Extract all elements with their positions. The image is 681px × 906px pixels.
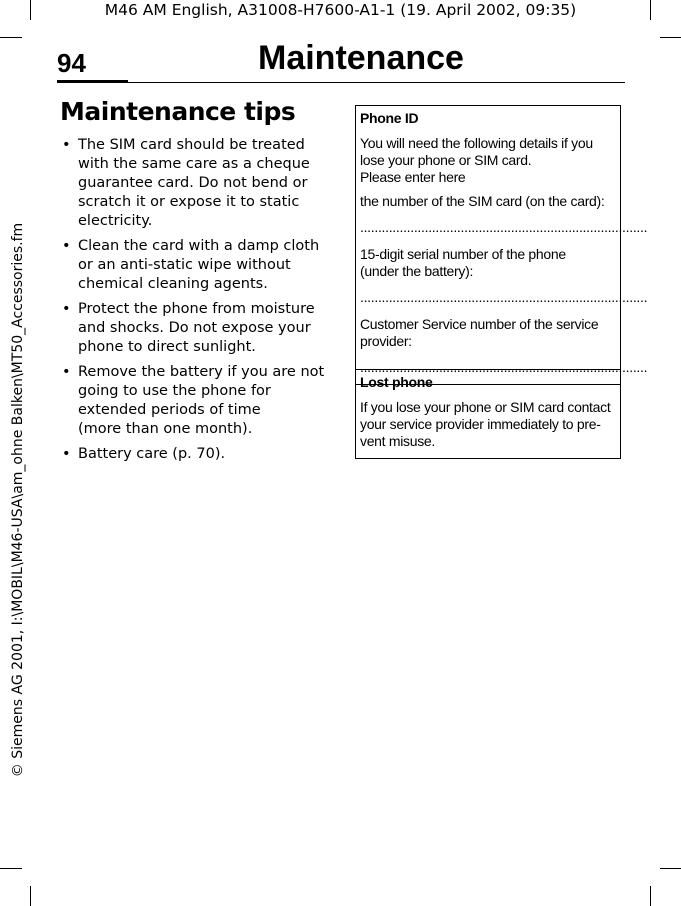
list-item: • Protect the phone from moisture and shocks. Do not expose your phone to direct sunlight. [60,300,328,357]
page-heading: Maintenance [258,39,464,77]
list-item: • The SIM card should be treated with the same care as a cheque guarantee card. Do not bend or scratch it or expose it to static electricity. [60,136,328,231]
serial-number-field: ................................................................................ [360,289,648,305]
crop-mark [30,886,31,906]
page-number: 94 [57,48,86,78]
lost-phone-text: If you lose your phone or SIM card contact your service provider immediately to pre- vent misuse. [360,399,611,449]
list-item: • Clean the card with a damp cloth or an anti-static wipe without chemical cleaning agents. [60,237,328,294]
crop-mark [0,37,22,38]
sim-number-label: the number of the SIM card (on the card): [360,193,605,209]
crop-mark [0,868,22,869]
service-number-label: Customer Service number of the service provider: [360,316,599,349]
side-copyright: © Siemens AG 2001, I:\MOBIL\M46-USA\am_ohne Balken\MT50_Accessories.fm [10,222,26,778]
tips-list [60,136,328,470]
lost-phone-box [355,369,621,459]
crop-mark [660,868,681,869]
list-item: • Battery care (p. 70). [60,445,328,464]
header-rule [128,82,625,83]
list-item: • Remove the battery if you are not going to use the phone for extended periods of time (more than one month). [60,363,328,439]
file-info-header: M46 AM English, A31008-H7600-A1-1 (19. April 2002, 09:35) [104,1,577,19]
crop-mark [650,886,651,906]
crop-mark [660,37,681,38]
lost-phone-title: Lost phone [360,374,433,390]
header-rule-thick [57,80,128,83]
sim-number-field: ................................................................................ [360,219,648,235]
service-number-field: ................................................................................ [360,359,648,375]
phone-id-title: Phone ID [360,110,419,126]
section-title: Maintenance tips [60,97,296,126]
phone-id-intro: You will need the following details if you lose your phone or SIM card. Please enter here [360,135,593,185]
serial-number-label: 15-digit serial number of the phone (under the battery): [360,246,566,279]
phone-id-box [355,105,648,385]
